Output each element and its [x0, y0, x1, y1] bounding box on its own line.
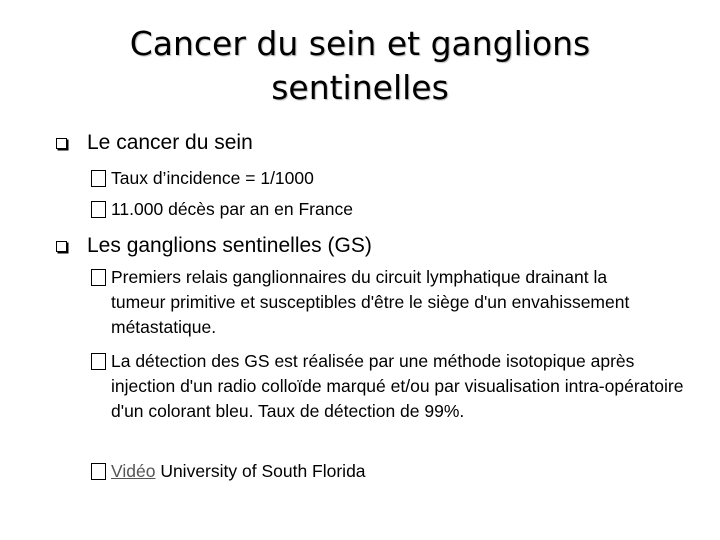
list-item-video — [91, 459, 691, 484]
list-item-text — [111, 459, 366, 484]
slide-title — [60, 22, 660, 110]
list-item-text: Taux d’incidence = 1/1000 — [111, 168, 314, 188]
checkbox-bullet-icon — [91, 201, 106, 218]
slide-title-line-2: sentinelles — [271, 68, 449, 107]
list-item — [91, 166, 651, 191]
list-item-text: 11.000 décès par an en France — [111, 199, 353, 219]
list-item-text: Premiers relais ganglionnaires du circuit lymphatique drainant la tumeur primitive et susceptibles d'être le siège d'un envahissement métastatique. — [111, 267, 630, 337]
section-heading-ganglions — [56, 233, 372, 259]
slide-title-line-1: Cancer du sein et ganglions — [129, 24, 591, 63]
video-link[interactable]: Vidéo — [111, 461, 156, 481]
checkbox-bullet-icon — [91, 463, 106, 480]
list-item — [91, 265, 691, 340]
section-heading-label: Le cancer du sein — [87, 131, 253, 154]
square-bullet-icon — [56, 241, 67, 252]
list-item — [91, 197, 651, 222]
list-item — [91, 349, 696, 424]
video-source-text: University of South Florida — [155, 461, 366, 481]
section-heading-label: Les ganglions sentinelles (GS) — [87, 234, 372, 257]
checkbox-bullet-icon — [91, 353, 106, 370]
checkbox-bullet-icon — [91, 170, 106, 187]
list-item-text: La détection des GS est réalisée par une méthode isotopique après injection d'un radio colloïde marqué et/ou par visualisation intra-opératoire d'un colorant bleu. Taux de détection de 99%. — [111, 351, 684, 421]
section-heading-cancer — [56, 130, 253, 156]
square-bullet-icon — [56, 138, 67, 149]
checkbox-bullet-icon — [91, 269, 106, 286]
